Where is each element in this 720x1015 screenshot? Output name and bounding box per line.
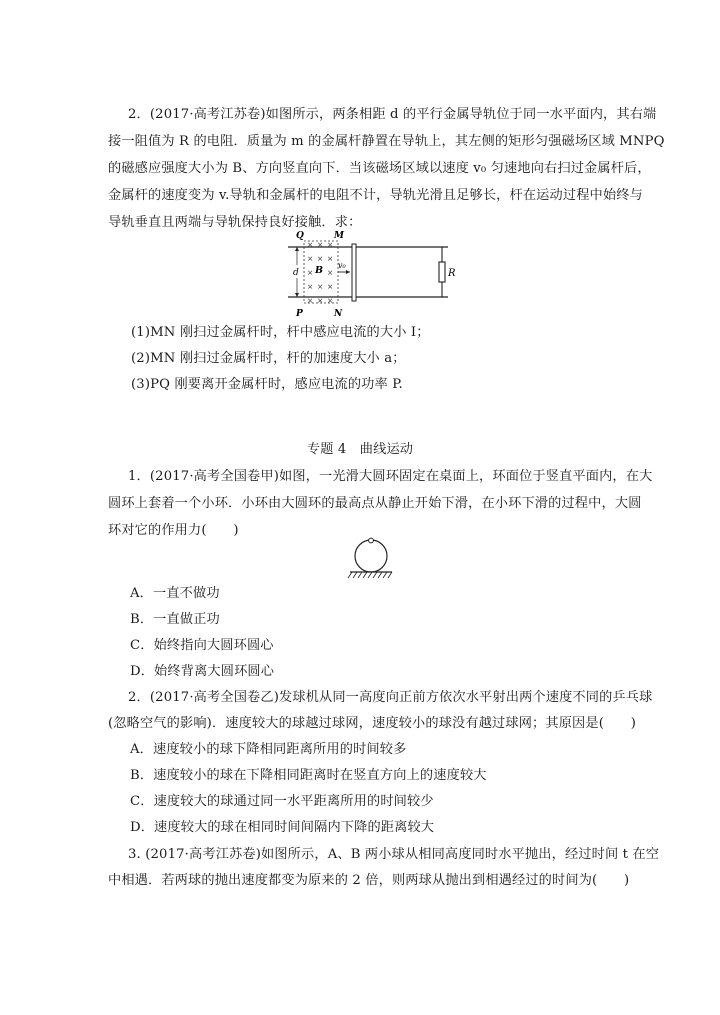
q2-line-1: 2．(2017·高考全国卷乙)发球机从同一高度向正前方依次水平射出两个速度不同的乒乓球 bbox=[128, 690, 653, 705]
q2-emf-line-2: 接一阻值为 R 的电阻．质量为 m 的金属杆静置在导轨上，其左侧的矩形匀强磁场区域 MNPQ bbox=[108, 134, 665, 149]
field-cross: × bbox=[327, 296, 334, 305]
field-cross: × bbox=[317, 240, 324, 249]
q2-emf-line-1: 2．(2017·高考江苏卷)如图所示，两条相距 d 的平行金属导轨位于同一水平面内，其右端 bbox=[128, 107, 657, 122]
q2-option-a: A．速度较小的球下降相同距离所用的时间较多 bbox=[130, 742, 407, 757]
table-hatching bbox=[348, 572, 392, 578]
metal-rod bbox=[352, 244, 356, 301]
q2-line-2: (忽略空气的影响)．速度较大的球越过球网，速度较小的球没有越过球网；其原因是( ) bbox=[108, 716, 637, 731]
field-cross: × bbox=[317, 296, 324, 305]
field-cross: × bbox=[307, 296, 314, 305]
field-cross: × bbox=[307, 254, 314, 263]
q3-line-2: 中相遇．若两球的抛出速度都变为原来的 2 倍，则两球从抛出到相遇经过的时间为( ) bbox=[108, 873, 630, 888]
velocity-label: v₀ bbox=[338, 261, 346, 270]
field-cross: × bbox=[307, 240, 314, 249]
q1-option-b: B．一直做正功 bbox=[130, 612, 220, 627]
corner-n-label: N bbox=[334, 309, 343, 319]
ring-on-table-diagram bbox=[346, 536, 396, 582]
q1-option-d: D．始终背离大圆环圆心 bbox=[130, 664, 275, 679]
q1-line-1: 1．(2017·高考全国卷甲)如图，一光滑大圆环固定在桌面上，环面位于竖直平面内，在大 bbox=[128, 469, 653, 484]
q2-emf-subquestion-1: (1)MN 刚扫过金属杆时，杆中感应电流的大小 I； bbox=[131, 325, 430, 340]
field-cross: × bbox=[327, 254, 334, 263]
field-cross: × bbox=[317, 254, 324, 263]
q1-line-2: 圆环上套着一个小环．小环由大圆环的最高点从静止开始下滑，在小环下滑的过程中，大圆 bbox=[108, 496, 642, 511]
field-cross: × bbox=[307, 268, 314, 277]
corner-q-label: Q bbox=[296, 231, 304, 241]
q2-emf-line-5: 导轨垂直且两端与导轨保持良好接触．求： bbox=[108, 215, 362, 230]
resistor bbox=[439, 262, 445, 282]
corner-m-label: M bbox=[334, 231, 344, 241]
q3-line-1: 3. (2017·高考江苏卷)如图所示，A、B 两小球从相同高度同时水平抛出，经过时间 t 在空 bbox=[128, 847, 660, 862]
field-cross: × bbox=[317, 282, 324, 291]
q2-emf-line-4: 金属杆的速度变为 v.导轨和金属杆的电阻不计，导轨光滑且足够长，杆在运动过程中始终与 bbox=[108, 188, 643, 203]
rails-magnetic-field-diagram bbox=[270, 228, 470, 320]
q2-option-d: D．速度较大的球在相同时间间隔内下降的距离较大 bbox=[130, 820, 435, 835]
corner-p-label: P bbox=[296, 309, 303, 319]
q2-option-c: C．速度较大的球通过同一水平距离所用的时间较少 bbox=[130, 794, 434, 809]
field-cross: × bbox=[327, 268, 334, 277]
resistor-label: R bbox=[448, 268, 456, 279]
large-ring bbox=[355, 540, 387, 572]
q1-line-3: 环对它的作用力( ) bbox=[108, 523, 239, 538]
q1-option-c: C．始终指向大圆环圆心 bbox=[130, 638, 274, 653]
small-ring bbox=[369, 538, 374, 543]
q2-option-b: B．速度较小的球在下降相同距离时在竖直方向上的速度较大 bbox=[130, 768, 487, 783]
q2-emf-line-3: 的磁感应强度大小为 B、方向竖直向下．当该磁场区域以速度 v₀ 匀速地向右扫过金属杆后， bbox=[108, 161, 651, 176]
field-cross: × bbox=[327, 282, 334, 291]
q2-emf-subquestion-3: (3)PQ 刚要离开金属杆时，感应电流的功率 P. bbox=[131, 377, 403, 392]
distance-d-label: d bbox=[293, 268, 299, 278]
section-title: 专题 4 曲线运动 bbox=[306, 442, 414, 457]
field-cross: × bbox=[307, 282, 314, 291]
field-b-label: B bbox=[315, 265, 324, 276]
q2-emf-subquestion-2: (2)MN 刚扫过金属杆时，杆的加速度大小 a； bbox=[131, 351, 406, 366]
field-cross: × bbox=[327, 240, 334, 249]
q1-option-a: A．一直不做功 bbox=[130, 586, 220, 601]
velocity-arrowhead bbox=[346, 270, 350, 274]
